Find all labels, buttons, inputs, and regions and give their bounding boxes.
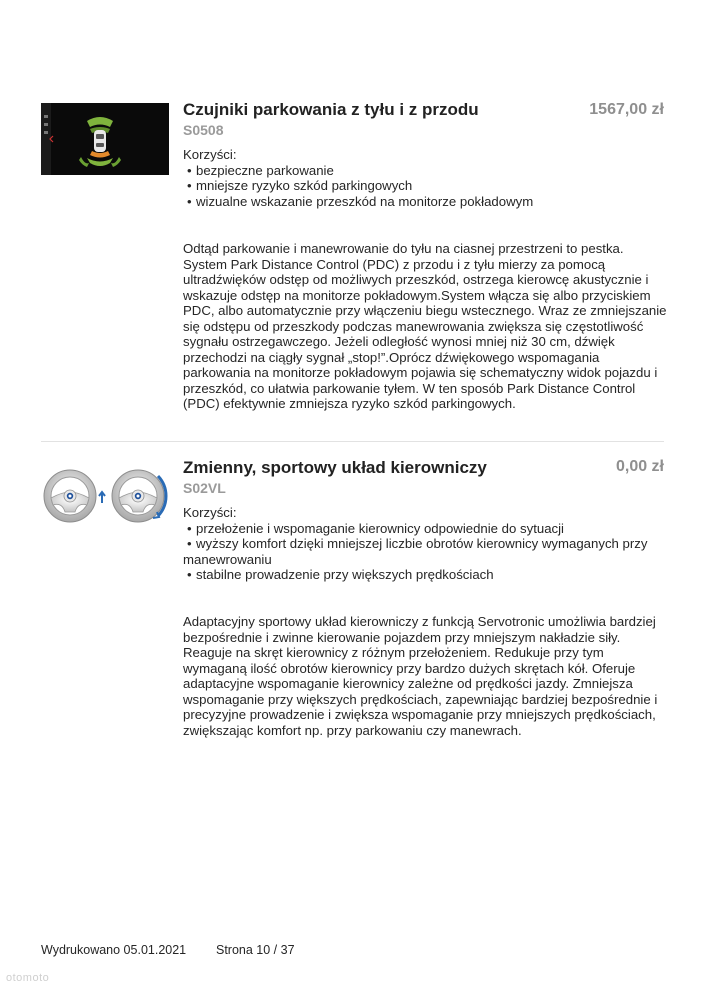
benefits-block xyxy=(183,147,673,209)
benefit-item: • wyższy komfort dzięki mniejszej liczbie obrotów kierownicy wymaganych przy manewrowaniu xyxy=(183,536,673,567)
benefit-item: • bezpieczne parkowanie xyxy=(183,163,673,179)
benefit-item: • przełożenie i wspomaganie kierownicy odpowiednie do sytuacji xyxy=(183,521,673,537)
benefits-list xyxy=(183,521,673,583)
option-description: Adaptacyjny sportowy układ kierowniczy z funkcją Servotronic umożliwia bardziej bezpośrednie i zwinne kierowanie pojazdem przy mniejszym nakładzie siły. Reaguje na skręt kierownicy z różnym przełożeniem. Redukuje przy tym wymaganą ilość obrotów kierownicy przy bardzo dużych skrętach kół. Oferuje adaptacyjne wspomaganie kierownicy zależne od prędkości jazdy. Zmniejsza wspomaganie przy większych prędkościach, zapewniając bardziej bezpośrednie i precyzyjne prowadzenie i zwiększa wspomaganie przy mniejszych prędkościach, zwiększając komfort np. przy parkowaniu czy manewrach. xyxy=(183,614,658,738)
option-description: Odtąd parkowanie i manewrowanie do tyłu na ciasnej przestrzeni to pestka. System Park Distance Control (PDC) z przodu i z tyłu mierzy za pomocą ultradźwięków odstęp od możliwych przeszkód, ostrzega kierowcę akustycznie i wskazuje odstęp na monitorze pokładowym.System włącza się albo przyciskiem PDC, albo automatycznie przy włączeniu biegu wstecznego. Wraz ze zmniejszanie się odstępu od przeszkody podczas manewrowania zwiększa się częstotliwość sygnału ostrzegawczego. Jeżeli odległość wynosi mniej niż 30 cm, dźwięk przechodzi na ciągły sygnał „stop!”.Oprócz dźwiękowego wspomagania parkowania na monitorze pokładowym pojawia się schematyczny widok pojazdu i przeszkód, co ułatwia parkowanie tyłem. W ten sposób Park Distance Control (PDC) efektywnie zmniejsza ryzyko szkód parkingowych. xyxy=(183,241,667,412)
option-price: 1567,00 zł xyxy=(589,101,664,118)
benefit-item: • mniejsze ryzyko szkód parkingowych xyxy=(183,178,673,194)
benefits-label: Korzyści: xyxy=(183,147,237,162)
page-number: Strona 10 / 37 xyxy=(216,943,295,957)
benefits-label: Korzyści: xyxy=(183,505,237,520)
option-price: 0,00 zł xyxy=(615,458,664,475)
benefits-list xyxy=(183,163,673,210)
option-code: S02VL xyxy=(183,480,226,496)
option-title: Czujniki parkowania z tyłu i z przodu xyxy=(183,100,479,119)
option-title: Zmienny, sportowy układ kierowniczy xyxy=(183,458,487,477)
watermark-logo: otomoto xyxy=(6,972,50,984)
section-divider xyxy=(41,441,664,442)
benefit-item: • stabilne prowadzenie przy większych prędkościach xyxy=(183,567,673,583)
parking-display-icon xyxy=(41,103,169,175)
steering-wheel-icon xyxy=(41,460,169,532)
benefit-item: • wizualne wskazanie przeszkód na monitorze pokładowym xyxy=(183,194,673,210)
print-date: Wydrukowano 05.01.2021 xyxy=(41,943,187,957)
benefits-block xyxy=(183,505,673,583)
option-code: S0508 xyxy=(183,122,224,138)
